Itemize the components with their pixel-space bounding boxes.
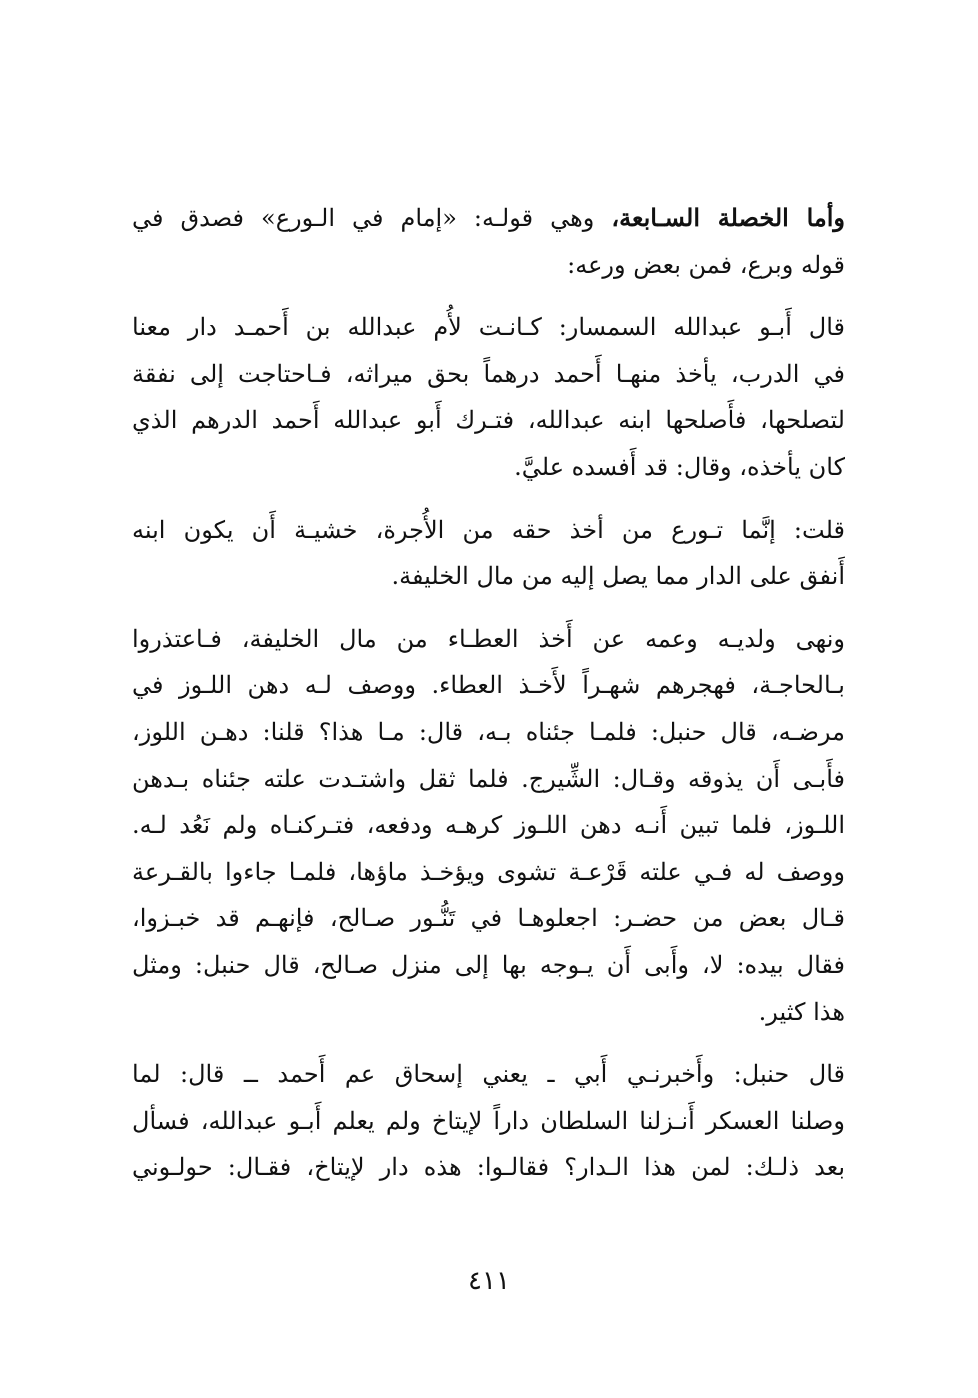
text-line: أَنفق على الدار مما يصل إليه من مال الخليفة. bbox=[391, 562, 845, 591]
text-line: ووصف له فـي علته قَرْعـة تشوى ويؤخـذ ماؤها، فلمـا جاءوا بالقـرعة bbox=[132, 857, 845, 886]
text-line: ونهى ولديـه وعمه عن أَخذ العطـاء من مال الخليفة، فـاعتذروا bbox=[132, 624, 845, 653]
paragraph-2 bbox=[132, 304, 845, 490]
text-line: قوله وبرع، فمن بعض ورعه: bbox=[567, 250, 845, 279]
text-line: قلت: إنَّما تـورع من أخذ حقه من الأُجرة، خشيـة أَن يكون ابنه bbox=[132, 515, 845, 544]
paragraph-3 bbox=[132, 507, 845, 600]
text-line: مرضـه، قال حنبل: فلمـا جئناه بـه، قال: مـا هذا؟ قلنا: دهـن اللوز، bbox=[132, 717, 845, 746]
text-line: اللـوز، فلما تبين أَنـه دهن اللـوز كرهـه ودفعه، فتـركنـاه ولم نَعُد لـه. bbox=[132, 811, 845, 840]
text-line: كان يأخذه، وقال: قد أَفسده عليَّ. bbox=[514, 452, 845, 481]
paragraph-1 bbox=[132, 195, 845, 288]
text-line: فقال بيده: لا، وأَبى أَن يـوجه بها إلى منزل صـالح، قال حنبل: ومثل bbox=[132, 950, 845, 979]
page-number: ٤١١ bbox=[468, 1266, 510, 1296]
paragraph-4 bbox=[132, 616, 845, 1035]
line-text: وهي قولـه: «إمام في الـورع» فصدق في bbox=[132, 204, 612, 232]
text-line: بعد ذلـك: لمن هذا الـدار؟ فقالـوا: هذه دار لإيتاخ، فقـال: حولـوني bbox=[132, 1153, 845, 1182]
text-line: قال أَبـو عبدالله السمسار: كـانـت لأُم عبدالله بن أَحمـد دار معنا bbox=[132, 313, 845, 342]
text-line: هذا كثير. bbox=[758, 997, 845, 1026]
text-line: وصلنا العسكر أَنـزلنا السلطان داراً لإيتاخ ولم يعلم أَبـو عبدالله، فسأل bbox=[132, 1106, 845, 1135]
text-line: في الدرب، يأخذ منهـا أَحمد درهماً بحق ميراثه، فـاحتاجت إلى نفقة bbox=[132, 359, 845, 388]
paragraph-5 bbox=[132, 1051, 845, 1191]
text-line: لتصلحها، فأَصلحها ابنه عبدالله، فتـرك أَبو عبدالله أَحمد الدرهم الذي bbox=[132, 406, 845, 435]
text-line bbox=[132, 195, 845, 242]
body-text bbox=[132, 195, 845, 1191]
text-line: قـال بعض من حضـر: اجعلوهـا في تَنُّـور صـالح، فإنهـم قد خبـزوا، bbox=[132, 904, 845, 933]
text-line: بـالحاجـة، فهجرهم شهـراً لأَخـذ العطاء. ووصف لـه دهن اللـوز في bbox=[132, 671, 845, 700]
bold-lead-phrase: وأما الخصلة السـابعة، bbox=[611, 203, 845, 232]
text-line: قال حنبل: وأَخبرنـي أَبي ـ يعني إسحاق عم أَحمد ــ قال: لما bbox=[132, 1060, 845, 1089]
text-line: فأَبـى أَن يذوقه وقـال: الشِّيرج. فلما ثقل واشتـدت علته جئناه بـدهن bbox=[132, 764, 845, 793]
